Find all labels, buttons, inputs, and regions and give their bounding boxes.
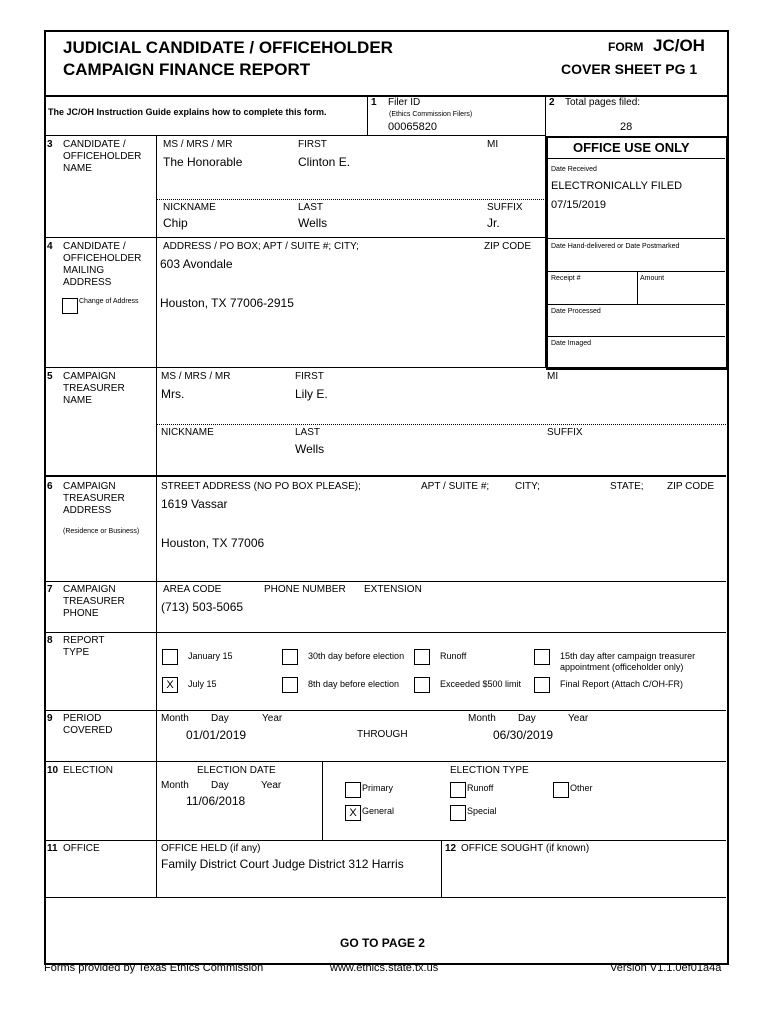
treasurer-state-label: STATE; [610, 481, 644, 492]
form-title-line2: CAMPAIGN FINANCE REPORT [63, 60, 311, 79]
sec3-num: 3 [47, 139, 53, 150]
sec5-label: CAMPAIGN [63, 371, 116, 382]
receipt-label: Receipt # [551, 275, 581, 282]
sec4-label: ADDRESS [63, 277, 112, 288]
treasurer-street-label: STREET ADDRESS (NO PO BOX PLEASE); [161, 481, 361, 492]
sec8-num: 8 [47, 635, 53, 646]
report-15th-day-label: appointment (officeholder only) [560, 662, 684, 672]
total-pages-label: Total pages filed: [565, 97, 641, 108]
filer-id-label: Filer ID [388, 97, 421, 108]
period-from-year-label: Year [262, 713, 283, 724]
sec8-label: TYPE [63, 647, 90, 658]
sec10-label: ELECTION [63, 765, 114, 776]
election-general-checkbox[interactable]: X [345, 805, 361, 821]
treasurer-last-value: Wells [295, 442, 325, 456]
election-date-label: ELECTION DATE [197, 765, 276, 776]
report-july15-checkbox[interactable]: X [162, 677, 178, 693]
sec11-label: OFFICE [63, 843, 100, 854]
sec4-label: OFFICEHOLDER [63, 253, 142, 264]
period-from-month-label: Month [161, 713, 189, 724]
election-general-label: General [362, 806, 395, 816]
divider [548, 158, 725, 159]
period-to-year-label: Year [568, 713, 589, 724]
treasurer-zip-label: ZIP CODE [667, 481, 715, 492]
sec5-label: NAME [63, 395, 92, 406]
mailing-address-label: ADDRESS / PO BOX; APT / SUITE #; CITY; [163, 241, 359, 252]
election-date-value: 11/06/2018 [186, 794, 246, 808]
cover-sheet-label: COVER SHEET PG 1 [561, 61, 698, 77]
report-8day-label: 8th day before election [308, 679, 400, 689]
treasurer-mi-label: MI [547, 371, 559, 382]
report-final-checkbox[interactable] [534, 677, 550, 693]
candidate-first-value: Clinton E. [298, 155, 351, 169]
period-to-month-label: Month [468, 713, 496, 724]
hand-delivered-label: Date Hand-delivered or Date Postmarked [551, 243, 680, 250]
treasurer-nickname-label: NICKNAME [161, 427, 214, 438]
sec7-label: TREASURER [63, 596, 125, 607]
divider [322, 762, 323, 840]
period-through-label: THROUGH [357, 729, 408, 740]
divider [441, 841, 442, 898]
candidate-nickname-label: NICKNAME [163, 202, 216, 213]
sec7-label: CAMPAIGN [63, 584, 116, 595]
election-year-label: Year [261, 780, 282, 791]
treasurer-city-value: Houston, TX 77006 [161, 536, 265, 550]
candidate-title-label: MS / MRS / MR [163, 139, 233, 150]
footer-right: Version V1.1.0ef01a4a [610, 962, 722, 974]
go-to-page-2: GO TO PAGE 2 [340, 936, 425, 950]
sec4-label: MAILING [63, 265, 105, 276]
sec5-label: TREASURER [63, 383, 125, 394]
report-exceeded-500-checkbox[interactable] [414, 677, 430, 693]
divider [44, 475, 726, 477]
candidate-suffix-label: SUFFIX [487, 202, 523, 213]
sec6-label: TREASURER [63, 493, 125, 504]
election-primary-label: Primary [362, 783, 393, 793]
divider [44, 840, 726, 841]
area-code-label: AREA CODE [163, 584, 222, 595]
election-month-label: Month [161, 780, 189, 791]
sec3-label: NAME [63, 163, 92, 174]
office-held-label: OFFICE HELD (if any) [161, 843, 261, 854]
treasurer-suffix-label: SUFFIX [547, 427, 583, 438]
period-from-day-label: Day [211, 713, 229, 724]
report-january15-label: January 15 [188, 651, 233, 661]
change-of-address-label: Change of Address [79, 298, 139, 305]
instruction-text: The JC/OH Instruction Guide explains how to complete this form. [48, 107, 327, 117]
divider [44, 897, 726, 898]
sec5-num: 5 [47, 371, 53, 382]
date-imaged-label: Date Imaged [551, 340, 592, 347]
sec6-sublabel: (Residence or Business) [63, 528, 140, 535]
treasurer-title-label: MS / MRS / MR [161, 371, 231, 382]
sec6-num: 6 [47, 481, 53, 492]
candidate-last-value: Wells [298, 216, 328, 230]
election-other-checkbox[interactable] [553, 782, 569, 798]
treasurer-last-label: LAST [295, 427, 321, 438]
treasurer-first-value: Lily E. [295, 387, 328, 401]
form-label: FORM [608, 40, 644, 54]
treasurer-first-label: FIRST [295, 371, 324, 382]
candidate-first-label: FIRST [298, 139, 327, 150]
sec3-label: OFFICEHOLDER [63, 151, 142, 162]
date-processed-label: Date Processed [551, 308, 601, 315]
election-type-label: ELECTION TYPE [450, 765, 529, 776]
report-15th-day-checkbox[interactable] [534, 649, 550, 665]
divider [44, 632, 726, 633]
divider [44, 761, 726, 762]
divider [44, 367, 726, 368]
divider [545, 136, 546, 367]
sec7-num: 7 [47, 584, 53, 595]
sec4-label: CANDIDATE / [63, 241, 126, 252]
election-day-label: Day [211, 780, 229, 791]
election-other-label: Other [570, 783, 593, 793]
divider [44, 710, 726, 711]
sec9-num: 9 [47, 713, 53, 724]
electronically-filed-text: ELECTRONICALLY FILED [551, 180, 683, 192]
sec4-num: 4 [47, 241, 53, 252]
report-30day-checkbox[interactable] [282, 649, 298, 665]
candidate-last-label: LAST [298, 202, 324, 213]
filer-id-sublabel: (Ethics Commission Filers) [389, 111, 473, 118]
extension-label: EXTENSION [364, 584, 422, 595]
election-runoff-checkbox[interactable] [450, 782, 466, 798]
election-special-label: Special [467, 806, 497, 816]
date-received-value: 07/15/2019 [551, 199, 607, 211]
report-final-label: Final Report (Attach C/OH-FR) [560, 679, 684, 689]
report-january15-checkbox[interactable] [162, 649, 178, 665]
election-runoff-label: Runoff [467, 783, 494, 793]
election-primary-checkbox[interactable] [345, 782, 361, 798]
filer-id-num: 1 [371, 97, 377, 108]
candidate-title-value: The Honorable [163, 155, 243, 169]
candidate-nickname-value: Chip [163, 216, 188, 230]
sec9-label: PERIOD [63, 713, 102, 724]
report-july15-label: July 15 [188, 679, 217, 689]
office-sought-label: OFFICE SOUGHT (if known) [461, 843, 590, 854]
change-of-address-checkbox[interactable] [62, 298, 78, 314]
mailing-street-value: 603 Avondale [160, 257, 233, 271]
filer-id-value: 00065820 [388, 121, 437, 133]
form-code: JC/OH [653, 36, 705, 55]
candidate-suffix-value: Jr. [487, 216, 500, 230]
sec11-num: 11 [47, 843, 58, 854]
sec6-label: ADDRESS [63, 505, 112, 516]
footer-center: www.ethics.state.tx.us [330, 962, 439, 974]
divider [548, 238, 725, 239]
election-special-checkbox[interactable] [450, 805, 466, 821]
divider [548, 304, 725, 305]
report-exceeded-500-label: Exceeded $500 limit [440, 679, 522, 689]
total-pages-value: 28 [620, 121, 633, 133]
report-runoff-checkbox[interactable] [414, 649, 430, 665]
treasurer-street-value: 1619 Vassar [161, 497, 228, 511]
treasurer-phone-value: (713) 503-5065 [161, 600, 244, 614]
divider [548, 336, 725, 337]
date-received-label: Date Received [551, 166, 597, 173]
sec8-label: REPORT [63, 635, 105, 646]
period-to-value: 06/30/2019 [493, 728, 554, 742]
report-runoff-label: Runoff [440, 651, 467, 661]
office-use-title: OFFICE USE ONLY [573, 140, 690, 155]
footer-left: Forms provided by Texas Ethics Commission [44, 962, 264, 974]
treasurer-title-value: Mrs. [161, 387, 185, 401]
sec6-label: CAMPAIGN [63, 481, 116, 492]
sec9-label: COVERED [63, 725, 113, 736]
treasurer-apt-label: APT / SUITE #; [421, 481, 490, 492]
form-title-line1: JUDICIAL CANDIDATE / OFFICEHOLDER [63, 38, 393, 57]
divider [367, 96, 368, 136]
divider [44, 237, 546, 238]
divider [545, 96, 546, 136]
divider [44, 135, 546, 136]
sec7-label: PHONE [63, 608, 99, 619]
sec12-num: 12 [445, 843, 457, 854]
period-from-value: 01/01/2019 [186, 728, 247, 742]
dotted-divider [157, 424, 726, 425]
divider [44, 581, 726, 582]
candidate-mi-label: MI [487, 139, 499, 150]
report-8day-checkbox[interactable] [282, 677, 298, 693]
phone-number-label: PHONE NUMBER [264, 584, 346, 595]
mailing-city-value: Houston, TX 77006-2915 [160, 296, 294, 310]
sec3-label: CANDIDATE / [63, 139, 126, 150]
divider [637, 271, 638, 304]
period-to-day-label: Day [518, 713, 536, 724]
mailing-zip-label: ZIP CODE [484, 241, 532, 252]
amount-label: Amount [640, 275, 665, 282]
report-30day-label: 30th day before election [308, 651, 405, 661]
treasurer-city-label: CITY; [515, 481, 540, 492]
label-column-divider [156, 136, 157, 898]
sec10-num: 10 [47, 765, 59, 776]
dotted-divider [157, 199, 546, 200]
report-15th-day-label: 15th day after campaign treasurer [560, 651, 696, 661]
total-pages-num: 2 [549, 97, 555, 108]
office-held-value: Family District Court Judge District 312 Harris [161, 857, 404, 871]
